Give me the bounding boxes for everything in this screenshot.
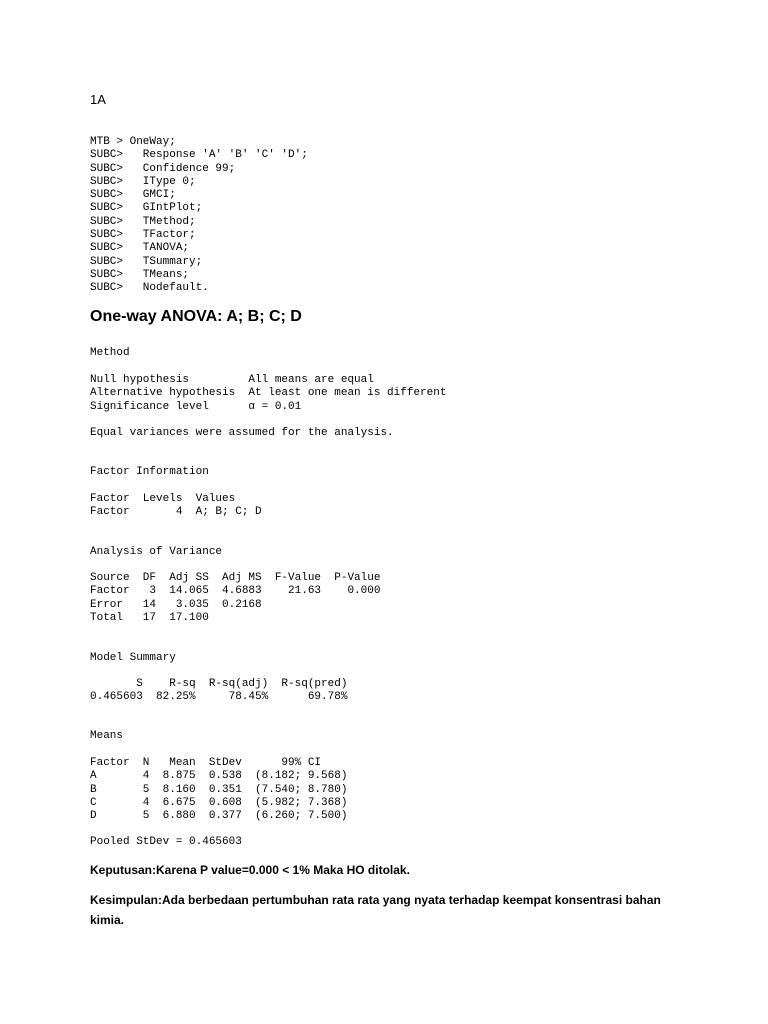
means-table <box>90 757 347 823</box>
method-section <box>90 347 130 360</box>
pooled-stdev: Pooled StDev = 0.465603 <box>90 836 242 848</box>
anova-heading: Analysis of Variance <box>90 546 223 558</box>
command-line: SUBC> Confidence 99; <box>90 162 236 175</box>
anova-row: Source DF Adj SS Adj MS F-Value P-Value <box>90 572 381 584</box>
command-block <box>90 136 308 296</box>
anova-table <box>90 572 380 625</box>
factor-info-table <box>90 493 262 520</box>
command-line: SUBC> Response 'A' 'B' 'C' 'D'; <box>90 149 308 162</box>
command-line: SUBC> IType 0; <box>90 175 196 188</box>
command-line: MTB > OneWay; <box>90 136 176 148</box>
method-row: Null hypothesis All means are equal <box>90 374 374 386</box>
command-line: SUBC> TANOVA; <box>90 242 190 255</box>
method-note: Equal variances were assumed for the analysis. <box>90 427 394 439</box>
method-heading: Method <box>90 347 130 359</box>
model-summary-heading: Model Summary <box>90 652 176 664</box>
anova-row: Factor 3 14.065 4.6883 21.63 0.000 <box>90 585 381 598</box>
decision-text: Keputusan:Karena P value=0.000 < 1% Maka HO ditolak. <box>90 863 410 877</box>
method-row: Significance level α = 0.01 <box>90 400 302 413</box>
means-heading: Means <box>90 730 124 742</box>
means-row: D 5 6.880 0.377 (6.260; 7.500) <box>90 810 348 823</box>
command-line: SUBC> GMCI; <box>90 189 176 202</box>
method-row: Alternative hypothesis At least one mean is different <box>90 387 447 400</box>
factor-info-row: Factor Levels Values <box>90 493 236 505</box>
model-summary-table <box>90 678 347 705</box>
conclusion-text: Kesimpulan:Ada berbedaan pertumbuhan rata rata yang nyata terhadap keempat konsentrasi bahan kimia. <box>90 893 661 927</box>
command-line: SUBC> TSummary; <box>90 255 203 268</box>
command-line: SUBC> Nodefault. <box>90 282 209 295</box>
pooled-stdev-wrap <box>90 836 242 849</box>
section-label: 1A <box>90 92 106 107</box>
factor-info-section <box>90 466 209 479</box>
anova-row: Total 17 17.100 <box>90 611 209 624</box>
command-line: SUBC> TMethod; <box>90 215 196 228</box>
anova-section <box>90 546 222 559</box>
command-line: SUBC> TMeans; <box>90 268 190 281</box>
model-summary-row: S R-sq R-sq(adj) R-sq(pred) <box>90 678 348 690</box>
model-summary-section <box>90 652 176 665</box>
command-line: SUBC> TFactor; <box>90 229 196 242</box>
means-row: C 4 6.675 0.608 (5.982; 7.368) <box>90 796 348 809</box>
means-row: A 4 8.875 0.538 (8.182; 9.568) <box>90 770 348 783</box>
command-line: SUBC> GIntPlot; <box>90 202 203 215</box>
means-row: B 5 8.160 0.351 (7.540; 8.780) <box>90 783 348 796</box>
factor-info-row: Factor 4 A; B; C; D <box>90 506 262 519</box>
model-summary-row: 0.465603 82.25% 78.45% 69.78% <box>90 691 348 704</box>
anova-title: One-way ANOVA: A; B; C; D <box>90 308 302 325</box>
method-table <box>90 374 446 414</box>
means-section <box>90 730 123 743</box>
anova-row: Error 14 3.035 0.2168 <box>90 598 262 611</box>
method-note-wrap <box>90 427 394 440</box>
factor-info-heading: Factor Information <box>90 466 209 478</box>
means-row: Factor N Mean StDev 99% CI <box>90 757 322 769</box>
